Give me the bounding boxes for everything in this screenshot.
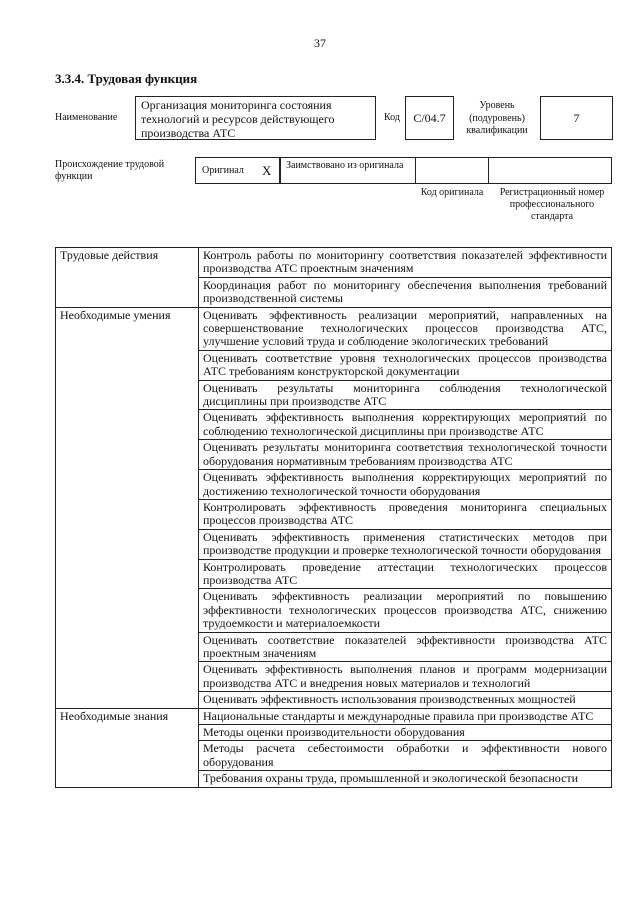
table-cell: Оценивать результаты мониторинга соответствия технологической точности оборудования нормативным требованиям производства АТС	[199, 440, 612, 470]
table-cell: Оценивать эффективность выполнения корректирующих мероприятий по соблюдению технологической дисциплины при производстве АТС	[199, 410, 612, 440]
code-label: Код	[384, 112, 400, 123]
table-cell: Национальные стандарты и международные правила при производстве АТС	[199, 708, 612, 724]
category-cell: Трудовые действия	[56, 248, 199, 308]
category-cell: Необходимые умения	[56, 307, 199, 708]
table-cell: Методы расчета себестоимости обработки и эффективности нового оборудования	[199, 741, 612, 771]
function-details-table	[55, 247, 612, 788]
table-cell: Оценивать эффективность реализации мероприятий, направленных на совершенствование технологических процессов производства АТС, улучшение условий труда и соблюдение экологических требований	[199, 307, 612, 350]
page-number: 37	[314, 36, 326, 50]
level-label	[458, 100, 536, 138]
borrowed-divider	[415, 157, 416, 184]
level-label-line-3: квалификации	[466, 125, 528, 136]
table-cell: Оценивать эффективность реализации мероприятий по повышению эффективности технологических процессов производства АТС, снижению трудоемкости и материалоемкости	[199, 589, 612, 632]
table-cell: Методы оценки производительности оборудования	[199, 725, 612, 741]
table-cell: Контроль работы по мониторингу соответствия показателей эффективности производства АТС проектным значениям	[199, 248, 612, 278]
table-cell: Оценивать эффективность выполнения корректирующих мероприятий по достижению технологической точности оборудования	[199, 470, 612, 500]
table-row	[56, 248, 612, 278]
table-cell: Оценивать эффективность применения статистических методов при производстве продукции и проверке технологической точности оборудования	[199, 529, 612, 559]
table-cell: Координация работ по мониторингу обеспечения выполнения требований производственной системы	[199, 277, 612, 307]
original-code-caption: Код оригинала	[420, 187, 484, 198]
original-mark: X	[262, 163, 272, 178]
origin-label: Происхождение трудовой функции	[55, 159, 165, 182]
table-cell: Оценивать эффективность использования производственных мощностей	[199, 692, 612, 708]
function-name-field: Организация мониторинга состояния технологий и ресурсов действующего производства АТС	[135, 96, 376, 140]
reg-number-caption: Регистрационный номер профессионального стандарта	[499, 187, 605, 222]
table-cell: Требования охраны труда, промышленной и экологической безопасности	[199, 771, 612, 787]
name-label: Наименование	[55, 112, 118, 123]
borrowed-cell	[280, 157, 612, 184]
table-cell: Оценивать эффективность выполнения планов и программ модернизации производства АТС и внедрения новых материалов и технологий	[199, 662, 612, 692]
table-cell: Контролировать проведение аттестации технологических процессов производства АТС	[199, 559, 612, 589]
borrowed-divider	[488, 157, 489, 184]
original-cell	[195, 157, 280, 184]
table-cell: Контролировать эффективность проведения мониторинга специальных процессов производства АТС	[199, 499, 612, 529]
table-cell: Оценивать результаты мониторинга соблюдения технологической дисциплины при производстве АТС	[199, 380, 612, 410]
table-cell: Оценивать соответствие показателей эффективности производства АТС проектным значениям	[199, 632, 612, 662]
level-label-line-1: Уровень	[479, 100, 515, 111]
qualification-level-field: 7	[540, 96, 613, 140]
table-row	[56, 708, 612, 724]
section-title: 3.3.4. Трудовая функция	[55, 71, 198, 86]
borrowed-label: Заимствовано из оригинала	[286, 160, 404, 171]
original-label: Оригинал	[202, 165, 244, 176]
table-row	[56, 307, 612, 350]
function-code-field: С/04.7	[405, 96, 454, 140]
level-label-line-2: (подуровень)	[469, 112, 525, 124]
table-cell: Оценивать соответствие уровня технологических процессов производства АТС требованиям конструкторской документации	[199, 350, 612, 380]
category-cell: Необходимые знания	[56, 708, 199, 787]
